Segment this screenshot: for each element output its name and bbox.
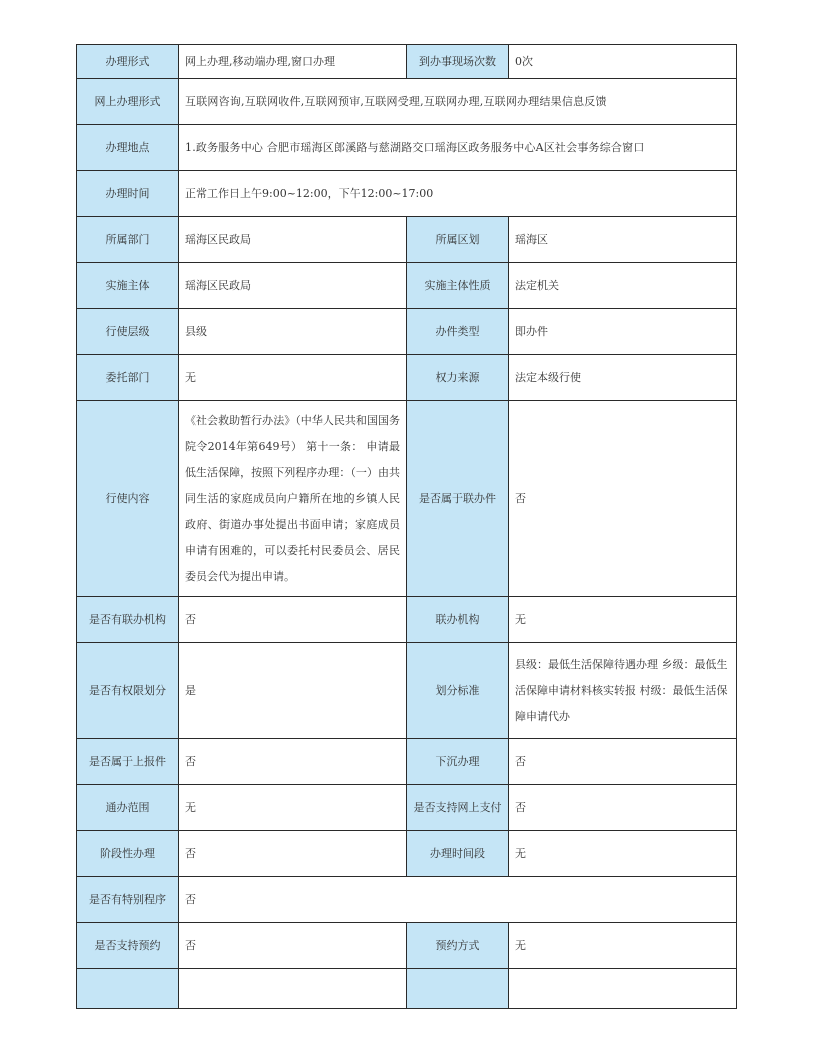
row-value: 瑶海区民政局	[179, 217, 407, 263]
row-label: 实施主体	[77, 263, 179, 309]
row-label: 是否属于上报件	[77, 739, 179, 785]
table-row	[77, 263, 737, 309]
row-label: 委托部门	[77, 355, 179, 401]
table-row	[77, 79, 737, 125]
row-label: 办理形式	[77, 45, 179, 79]
table-row	[77, 923, 737, 969]
row-value: 互联网咨询,互联网收件,互联网预审,互联网受理,互联网办理,互联网办理结果信息反馈	[179, 79, 737, 125]
row-label: 所属部门	[77, 217, 179, 263]
table-row	[77, 739, 737, 785]
row-value: 县级：最低生活保障待遇办理 乡级：最低生活保障申请材料核实转报 村级：最低生活保障申请代办	[509, 643, 737, 739]
row-label: 是否属于联办件	[407, 401, 509, 597]
row-label-empty	[407, 969, 509, 1009]
row-value: 正常工作日上午9:00~12:00，下午12:00~17:00	[179, 171, 737, 217]
row-value: 网上办理,移动端办理,窗口办理	[179, 45, 407, 79]
row-label: 权力来源	[407, 355, 509, 401]
row-label: 网上办理形式	[77, 79, 179, 125]
row-value: 否	[179, 923, 407, 969]
row-value-empty	[509, 969, 737, 1009]
row-value: 否	[509, 785, 737, 831]
row-value: 否	[179, 831, 407, 877]
row-label: 行使内容	[77, 401, 179, 597]
row-label: 是否有特别程序	[77, 877, 179, 923]
table-row	[77, 217, 737, 263]
row-value: 无	[509, 597, 737, 643]
row-label: 到办事现场次数	[407, 45, 509, 79]
row-value: 否	[179, 877, 737, 923]
service-info-sheet	[76, 44, 736, 1009]
row-value: 否	[509, 739, 737, 785]
row-value: 县级	[179, 309, 407, 355]
table-row	[77, 309, 737, 355]
table-row	[77, 831, 737, 877]
table-row	[77, 45, 737, 79]
row-label: 行使层级	[77, 309, 179, 355]
row-value: 无	[179, 785, 407, 831]
row-label: 是否有权限划分	[77, 643, 179, 739]
row-value: 法定本级行使	[509, 355, 737, 401]
row-label: 划分标准	[407, 643, 509, 739]
row-label: 下沉办理	[407, 739, 509, 785]
row-label: 阶段性办理	[77, 831, 179, 877]
row-value: 0次	[509, 45, 737, 79]
row-label: 预约方式	[407, 923, 509, 969]
row-label: 实施主体性质	[407, 263, 509, 309]
service-info-table	[76, 44, 737, 1009]
table-row	[77, 597, 737, 643]
row-label: 是否有联办机构	[77, 597, 179, 643]
row-label: 办件类型	[407, 309, 509, 355]
row-label: 是否支持预约	[77, 923, 179, 969]
row-value: 无	[509, 923, 737, 969]
table-row	[77, 125, 737, 171]
row-label: 是否支持网上支付	[407, 785, 509, 831]
row-value: 《社会救助暂行办法》（中华人民共和国国务院令2014年第649号） 第十一条： 申请最低生活保障，按照下列程序办理：（一）由共同生活的家庭成员向户籍所在地的乡镇人民政府、街道办事处提出书面申请；家庭成员申请有困难的，可以委托村民委员会、居民委员会代为提出申请。	[179, 401, 407, 597]
row-value: 无	[509, 831, 737, 877]
row-value: 否	[179, 597, 407, 643]
row-value: 瑶海区民政局	[179, 263, 407, 309]
row-value-empty	[179, 969, 407, 1009]
row-label-empty	[77, 969, 179, 1009]
table-row	[77, 785, 737, 831]
row-label: 办理时间段	[407, 831, 509, 877]
row-label: 通办范围	[77, 785, 179, 831]
row-value: 无	[179, 355, 407, 401]
table-row	[77, 643, 737, 739]
table-row-continued	[77, 969, 737, 1009]
row-value: 法定机关	[509, 263, 737, 309]
row-value: 否	[179, 739, 407, 785]
row-value: 即办件	[509, 309, 737, 355]
table-row	[77, 171, 737, 217]
row-value: 1.政务服务中心 合肥市瑶海区郎溪路与慈湖路交口瑶海区政务服务中心A区社会事务综合窗口	[179, 125, 737, 171]
row-value: 是	[179, 643, 407, 739]
row-value: 瑶海区	[509, 217, 737, 263]
row-value: 否	[509, 401, 737, 597]
row-label: 联办机构	[407, 597, 509, 643]
table-row	[77, 401, 737, 597]
row-label: 办理地点	[77, 125, 179, 171]
row-label: 所属区划	[407, 217, 509, 263]
table-row	[77, 355, 737, 401]
table-row	[77, 877, 737, 923]
row-label: 办理时间	[77, 171, 179, 217]
